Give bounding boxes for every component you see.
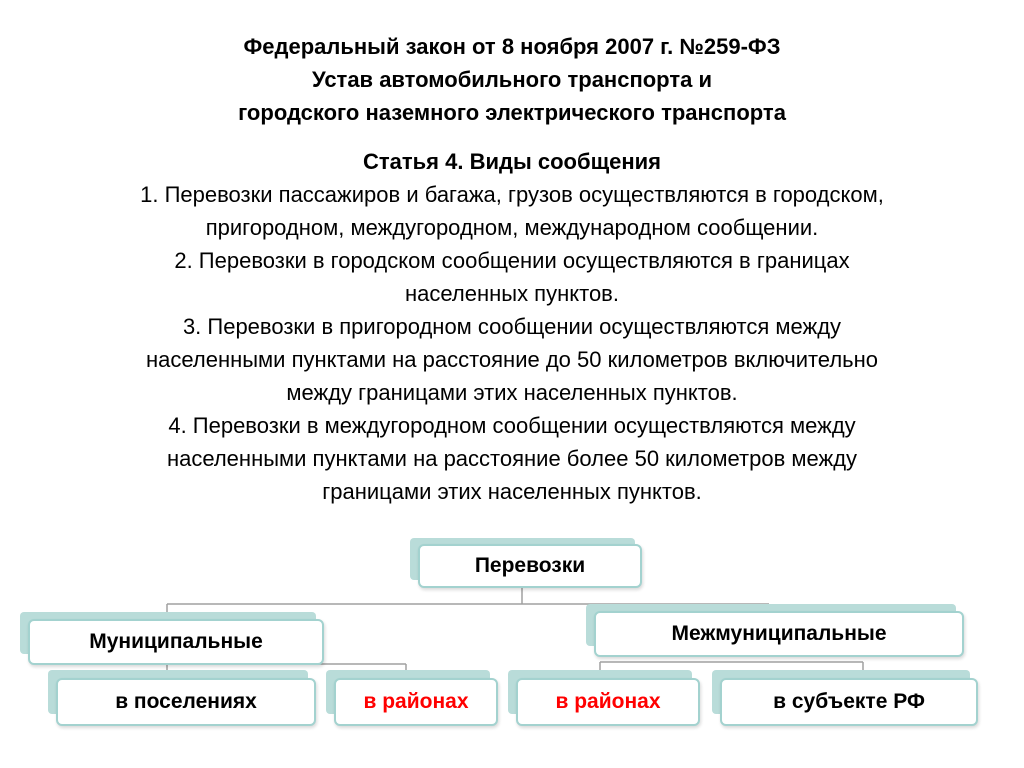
node-municipal [20,612,324,666]
node-municipal-label: Муниципальные [28,619,324,665]
node-intermunicipal [586,604,964,658]
node-inter-subject [712,670,978,726]
article-line: границами этих населенных пунктов. [322,479,702,504]
node-mun-settlements [48,670,316,726]
article-line: 1. Перевозки пассажиров и багажа, грузов осуществляются в городском, [140,182,884,207]
article-line: населенных пунктов. [405,281,619,306]
article-line: населенными пунктами на расстояние до 50 километров включительно [145,347,878,372]
article-line: 3. Перевозки в пригородном сообщении осуществляются между [182,314,842,339]
article-line: населенными пунктами на расстояние более 50 километров между [166,446,858,471]
node-inter-districts [508,670,700,726]
node-inter-districts-label: в районах [516,678,700,726]
law-title-line-1: Федеральный закон от 8 ноября 2007 г. №259-ФЗ [243,34,781,59]
article-line: 4. Перевозки в междугородном сообщении осуществляются между [168,413,856,438]
article-title: Статья 4. Виды сообщения [362,149,662,174]
law-header [0,30,1024,129]
node-mun-districts-label: в районах [334,678,498,726]
article-line: между границами этих населенных пунктов. [286,380,738,405]
node-mun-districts [326,670,498,726]
article-line: пригородном, междугородном, международном сообщении. [205,215,819,240]
article-text [0,145,1024,508]
article-line: 2. Перевозки в городском сообщении осуществляются в границах [174,248,850,273]
node-intermunicipal-label: Межмуниципальные [594,611,964,657]
node-mun-settlements-label: в поселениях [56,678,316,726]
node-root [410,538,642,590]
law-title-line-2: Устав автомобильного транспорта и [312,67,712,92]
node-inter-subject-label: в субъекте РФ [720,678,978,726]
node-root-label: Перевозки [418,544,642,588]
law-title-line-3: городского наземного электрического транспорта [238,100,786,125]
